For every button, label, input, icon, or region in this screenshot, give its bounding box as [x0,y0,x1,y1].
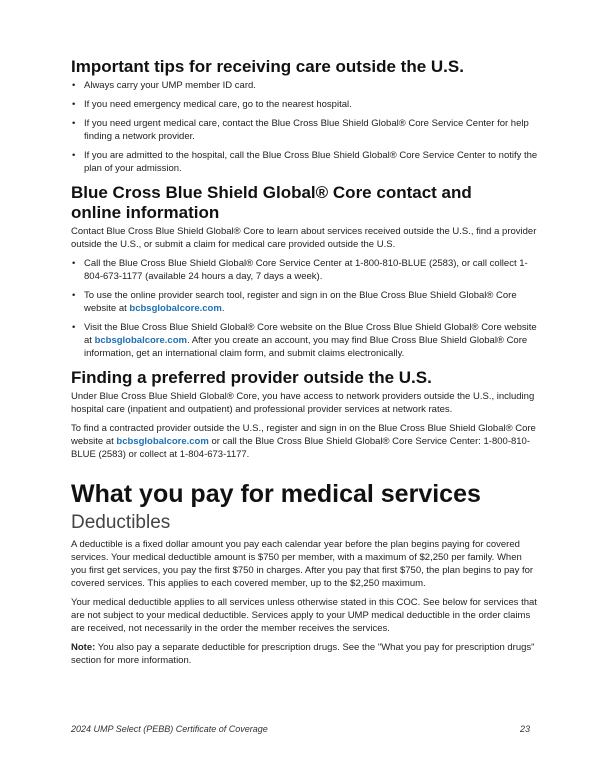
bcbs-link[interactable]: bcbsglobalcore.com [94,335,187,346]
page-number: 23 [520,724,531,734]
text: . [221,303,225,314]
list-item: • If you are admitted to the hospital, call the Blue Cross Blue Shield Global® Core Service Center to notify the plan of your admission. [71,149,539,175]
list-item [71,289,539,315]
text: To find a contracted provider outside the U.S., register and sign in on the Blue Cross Blue Shield Global® Core website at [71,423,536,447]
text: You also pay a separate deductible for prescription drugs. See the "What you pay for prescription drugs" section for more information. [71,642,535,666]
deductibles-para-2: Your medical deductible applies to all services unless otherwise stated in this COC. See below for services that are not subject to your medical deductible. Services apply to your UMP medical deductible in the order claims are received, not necessarily in the order the member receives the services. [71,597,537,634]
note-label: Note: [71,642,96,653]
deductibles-para-1: A deductible is a fixed dollar amount you pay each calendar year before the plan begins paying for covered services. Your medical deductible amount is $750 per member, with a maximum of $2,250 per family. When you first get services, you pay the first $750 in charges. After you pay that first $750, the plan begins to pay for covered services. This applies to each covered member, up to the $2,250 maximum. [71,539,534,589]
page-content [71,57,539,673]
list-item: • Always carry your UMP member ID card. [71,79,539,92]
text: Visit the Blue Cross Blue Shield Global® Core website on the Blue Cross Blue Shield Global® Core website at [84,322,537,346]
list-item: • If you need urgent medical care, contact the Blue Cross Blue Shield Global® Core Service Center for help finding a network provider. [71,117,539,143]
finding-para-2 [71,422,539,461]
contact-heading: Blue Cross Blue Shield Global® Core contact and online information [71,183,472,222]
finding-para-1: Under Blue Cross Blue Shield Global® Core, you have access to network providers outside the U.S., including hospital care (inpatient and outpatient) and professional provider services at network rates. [71,391,535,415]
list-item: • Call the Blue Cross Blue Shield Global® Core Service Center at 1-800-810-BLUE (2583), or call collect 1-804-673-1177 (available 24 hours a day, 7 days a week). [71,257,539,283]
footer-title: 2024 UMP Select (PEBB) Certificate of Coverage [71,724,268,734]
bcbs-link[interactable]: bcbsglobalcore.com [116,436,209,447]
bcbs-link[interactable]: bcbsglobalcore.com [129,303,222,314]
deductibles-heading: Deductibles [71,512,171,533]
deductibles-note [71,641,539,667]
list-item [71,321,539,360]
tips-heading: Important tips for receiving care outside the U.S. [71,57,464,76]
list-item: • If you need emergency medical care, go to the nearest hospital. [71,98,539,111]
contact-intro: Contact Blue Cross Blue Shield Global® Core to learn about services received outside the U.S., find a provider outside the U.S., or submit a claim for medical care provided outside the U.S. [71,226,537,250]
text: or call the Blue Cross Blue Shield Global® Core Service Center: 1-800-810-BLUE (2583) or collect at 1-804-673-1177. [71,436,530,460]
pay-heading: What you pay for medical services [71,480,481,508]
text: . After you create an account, you may find Blue Cross Blue Shield Global® Core information, get an international claim form, and submit claims electronically. [84,335,528,359]
text: To use the online provider search tool, register and sign in on the Blue Cross Blue Shield Global® Core website at [84,290,517,314]
finding-heading: Finding a preferred provider outside the U.S. [71,368,432,387]
